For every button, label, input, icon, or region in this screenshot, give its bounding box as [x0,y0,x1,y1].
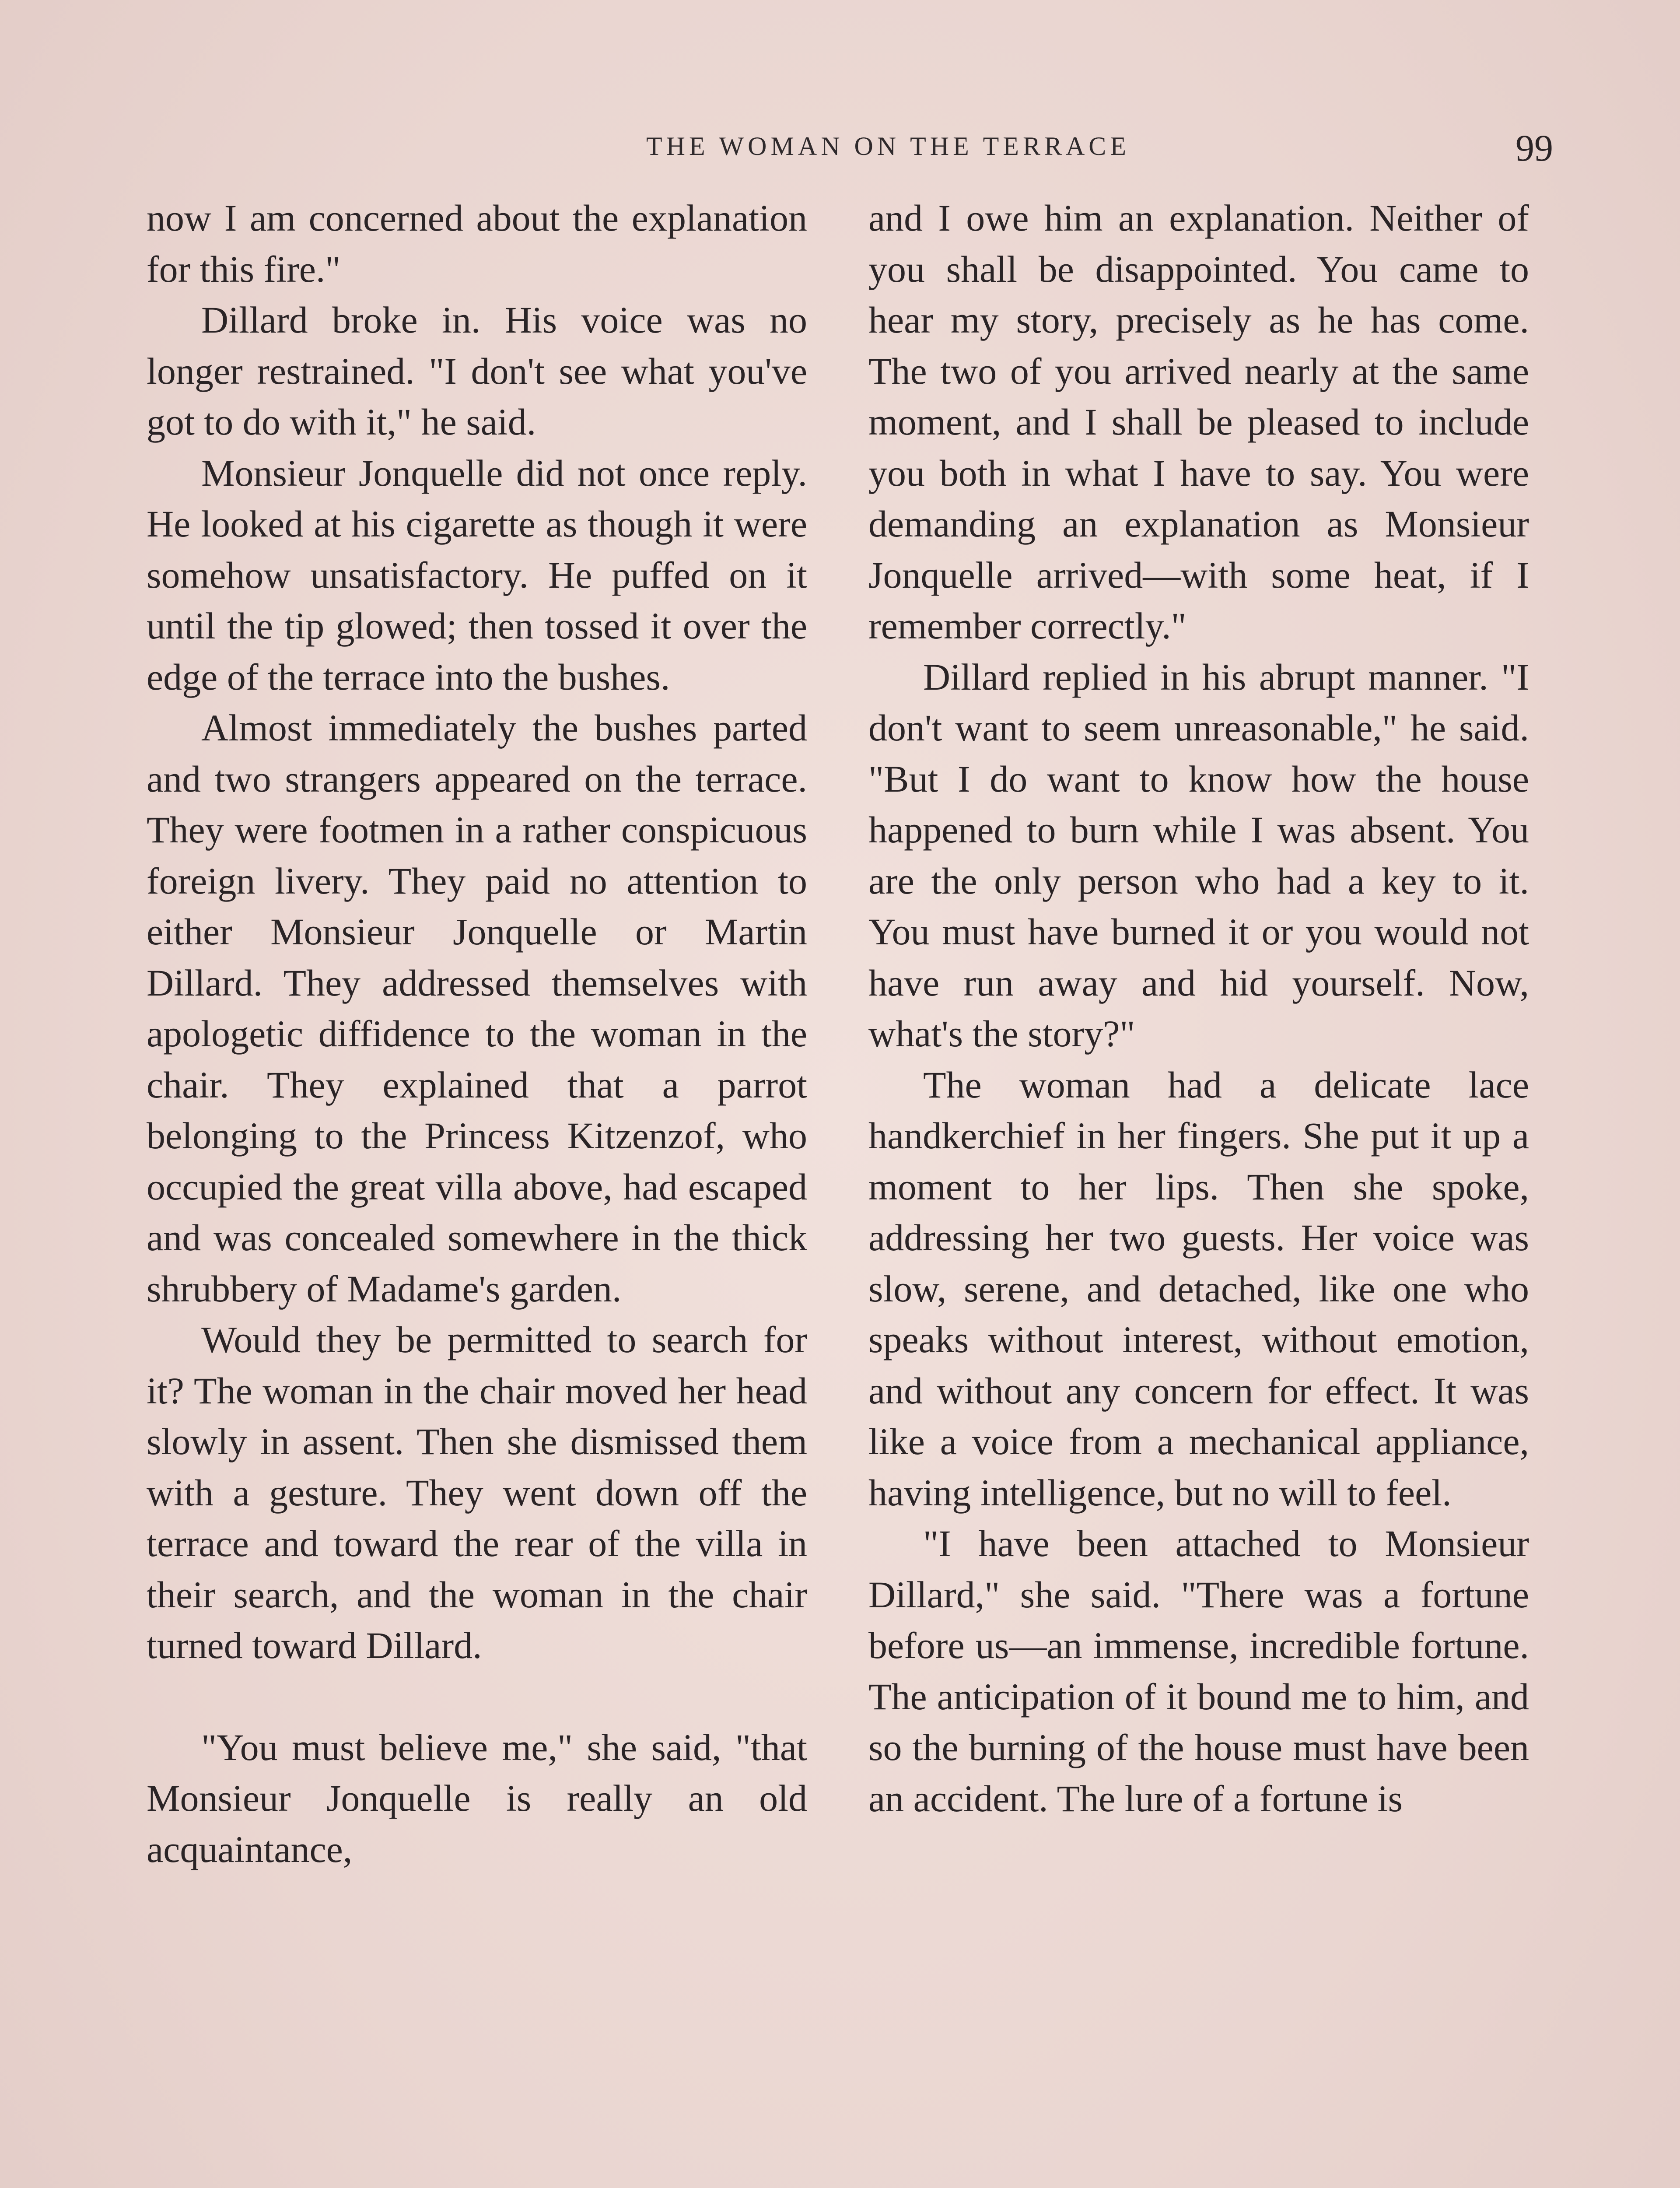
running-head-title: THE WOMAN ON THE TERRACE [646,132,1130,161]
paragraph: now I am concerned about the explanation for this fire." [147,197,807,290]
right-text-column [868,193,1529,1824]
left-text-column [147,193,807,1875]
paragraph: "You must believe me," she said, "that Monsieur Jonquelle is really an old acquaintance, [147,1726,807,1870]
page-number: 99 [1516,127,1553,169]
paragraph: Monsieur Jonquelle did not once reply. He looked at his cigarette as though it were somehow unsatisfactory. He puffed on it until the tip glowed; then tossed it over the edge of the terrace into the bushes. [147,452,807,698]
paragraph: "I have been attached to Monsieur Dillard," she said. "There was a fortune before us—an immense, incredible fortune. The anticipation of it bound me to him, and so the burning of the house must have been an accident. The lure of a fortune is [868,1522,1529,1820]
paragraph: Dillard replied in his abrupt manner. "I don't want to seem unreasonable," he said. "But I do want to know how the house happened to burn while I was absent. You are the only person who had a key to it. You must have burned it or you would not have run away and hid yourself. Now, what's the story?" [868,656,1529,1055]
paragraph: Dillard broke in. His voice was no longer restrained. "I don't see what you've got to do with it," he said. [147,299,807,443]
paragraph: The woman had a delicate lace handkerchief in her fingers. She put it up a moment to her lips. Then she spoke, addressing her two guests. Her voice was slow, serene, and detached, like one who speaks without interest, without emotion, and without any concern for effect. It was like a voice from a mechanical appliance, having intelligence, but no will to feel. [868,1063,1529,1514]
paragraph: Would they be permitted to search for it? The woman in the chair moved her head slowly in assent. Then she dismissed them with a gesture. They went down off the terrace and toward the rear of the villa in their search, and the woman in the chair turned toward Dillard. [147,1318,807,1666]
paragraph: and I owe him an explanation. Neither of you shall be disappointed. You came to hear my story, precisely as he has come. The two of you arrived nearly at the same moment, and I shall be pleased to include you both in what I have to say. You were demanding an explanation as Monsieur Jonquelle arrived—with some heat, if I remember correctly." [868,197,1529,647]
paragraph: Almost immediately the bushes parted and two strangers appeared on the terrace. They were footmen in a rather conspicuous foreign livery. They paid no attention to either Monsieur Jonquelle or Martin Dillard. They addressed themselves with apologetic diffidence to the woman in the chair. They explained that a parrot belonging to the Princess Kitzenzof, who occupied the great villa above, had escaped and was concealed somewhere in the thick shrubbery of Madame's garden. [147,707,807,1310]
